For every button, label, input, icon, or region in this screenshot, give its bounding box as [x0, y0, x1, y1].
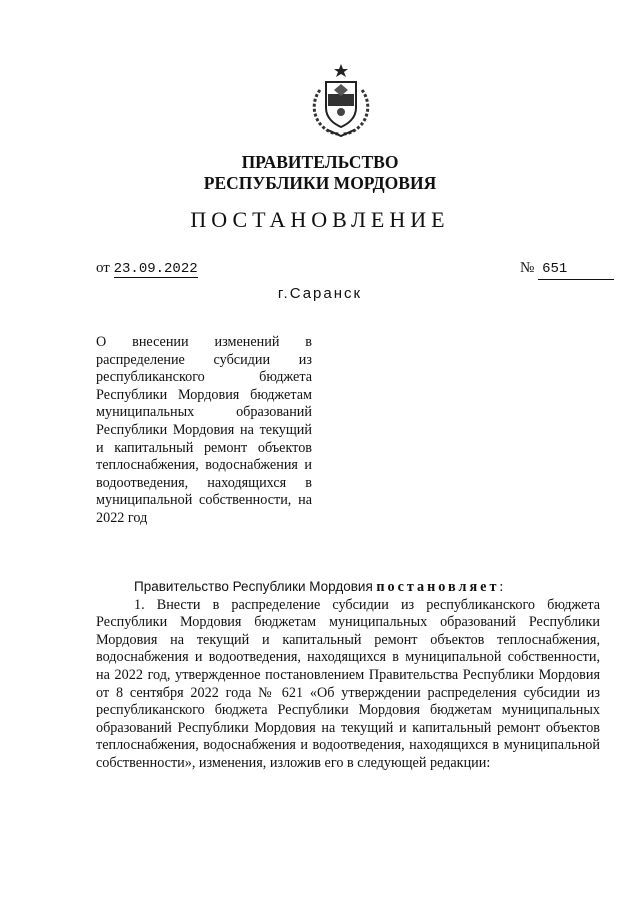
document-body — [96, 578, 600, 773]
document-number — [520, 258, 614, 280]
date-prefix: от — [96, 260, 110, 276]
government-title-line1: ПРАВИТЕЛЬСТВО — [241, 152, 399, 172]
number-value: 651 — [538, 259, 614, 280]
item-1-paragraph: 1. Внести в распределение субсидии из республиканского бюджета Республики Мордовия бюджетам муниципальных образований Республики Мордовия на текущий и капитальный ремонт объектов теплоснабжения, водоснабжения и водоотведения, находящихся в муниципальной собственности, на 2022 год, утвержденное постановлением Правительства Республики Мордовия от 8 сентября 2022 года № 621 «Об утверждении распределения субсидии из республиканского бюджета Республики Мордовия бюджетам муниципальных образований Республики Мордовия на текущий и капитальный ремонт объектов теплоснабжения, водоснабжения и водоотведения, находящихся в муниципальной собственности», изменения, изложив его в следующей редакции: — [96, 596, 600, 771]
document-date — [96, 258, 198, 279]
date-value: 23.09.2022 — [113, 261, 198, 277]
government-title — [0, 152, 640, 194]
mordovia-coat-of-arms-icon — [300, 60, 382, 142]
city: г.Саранск — [277, 285, 363, 302]
intro-verb: постановляет — [376, 579, 500, 595]
government-title-line2: РЕСПУБЛИКИ МОРДОВИЯ — [203, 173, 437, 193]
document-subject: О внесении изменений в распределение субсидии из республиканского бюджета Республики Мордовия бюджетам муниципальных образований Республики Мордовия на текущий и капитальный ремонт объектов теплоснабжения, водоснабжения и водоотведения, находящихся в муниципальной собственности, на 2022 год — [96, 334, 312, 526]
intro-paragraph — [96, 578, 600, 597]
coat-of-arms-icon — [300, 60, 382, 142]
intro-colon: : — [499, 579, 504, 595]
number-prefix: № — [520, 260, 535, 276]
document-type: ПОСТАНОВЛЕНИЕ — [190, 207, 450, 232]
intro-lead: Правительство Республики Мордовия — [134, 579, 373, 594]
